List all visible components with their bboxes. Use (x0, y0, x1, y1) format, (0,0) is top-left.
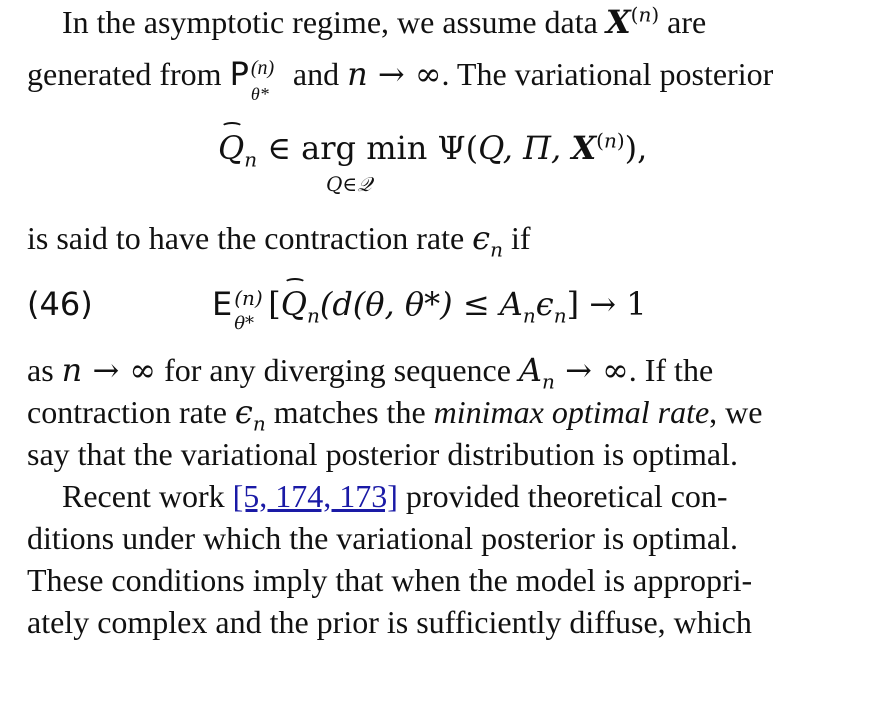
text-line: as n → ∞ for any diverging sequence $A_n$ → ∞. If the (27, 351, 714, 394)
text-segment: generated from (27, 56, 230, 92)
math-args: Q, Π, (478, 129, 572, 167)
text-line: Recent work [5, 174, 173] provided theoretical con- (62, 478, 728, 514)
math-arrow: → ∞ (367, 55, 442, 93)
math-n: n (347, 55, 368, 93)
text-line: These conditions imply that when the model is appropri- (27, 562, 753, 598)
text-line: say that the variational posterior distribution is optimal. (27, 436, 738, 472)
text-line (27, 218, 531, 262)
text-line: ately complex and the prior is sufficiently diffuse, which (27, 604, 752, 640)
text-segment: is said to have the contraction rate (27, 220, 473, 256)
text-segment: if (502, 220, 531, 256)
text-segment: and (284, 56, 348, 92)
math-X: X (571, 129, 597, 167)
math-X: X (605, 3, 631, 41)
math-close: ), (624, 129, 648, 167)
equation-46: E (n) θ* [$Q_n(d(\theta$, $\theta*) \le A_n\epsilon_n] \to 1$ (212, 285, 647, 334)
text-segment: . The variational posterior (441, 56, 774, 92)
math-Qhat: Q (280, 285, 307, 323)
text-line: generated from P (n) θ* and n → ∞. The variational posterior (27, 55, 774, 104)
text-segment: In the asymptotic regime, we assume data (62, 4, 606, 40)
math-sup-n: (n) (630, 2, 660, 27)
text-line: contraction rate $\epsilon_n$ matches the minimax optimal rate, we (27, 393, 763, 436)
math-argmin: ∈ arg min Ψ( (267, 129, 479, 167)
text-line (62, 2, 706, 42)
text-segment: are (659, 4, 707, 40)
math-epsilon-n: $\epsilon_n$ (472, 219, 503, 262)
equation-subscript: Q∈𝒬 (326, 172, 372, 196)
citation-link[interactable]: [5, 174, 173] (232, 478, 398, 514)
math-P: P (229, 55, 249, 93)
math-Qhat: Q (218, 129, 245, 167)
math-E: E (212, 285, 233, 323)
equation-variational-posterior: $Q_n$ ∈ arg min Ψ(Q, Π, $X^{(n)}$), (218, 128, 648, 172)
equation-number: (46) (27, 285, 93, 323)
text-line: ditions under which the variational posterior is optimal. (27, 520, 738, 556)
emphasis-text: minimax optimal rate (433, 394, 710, 430)
